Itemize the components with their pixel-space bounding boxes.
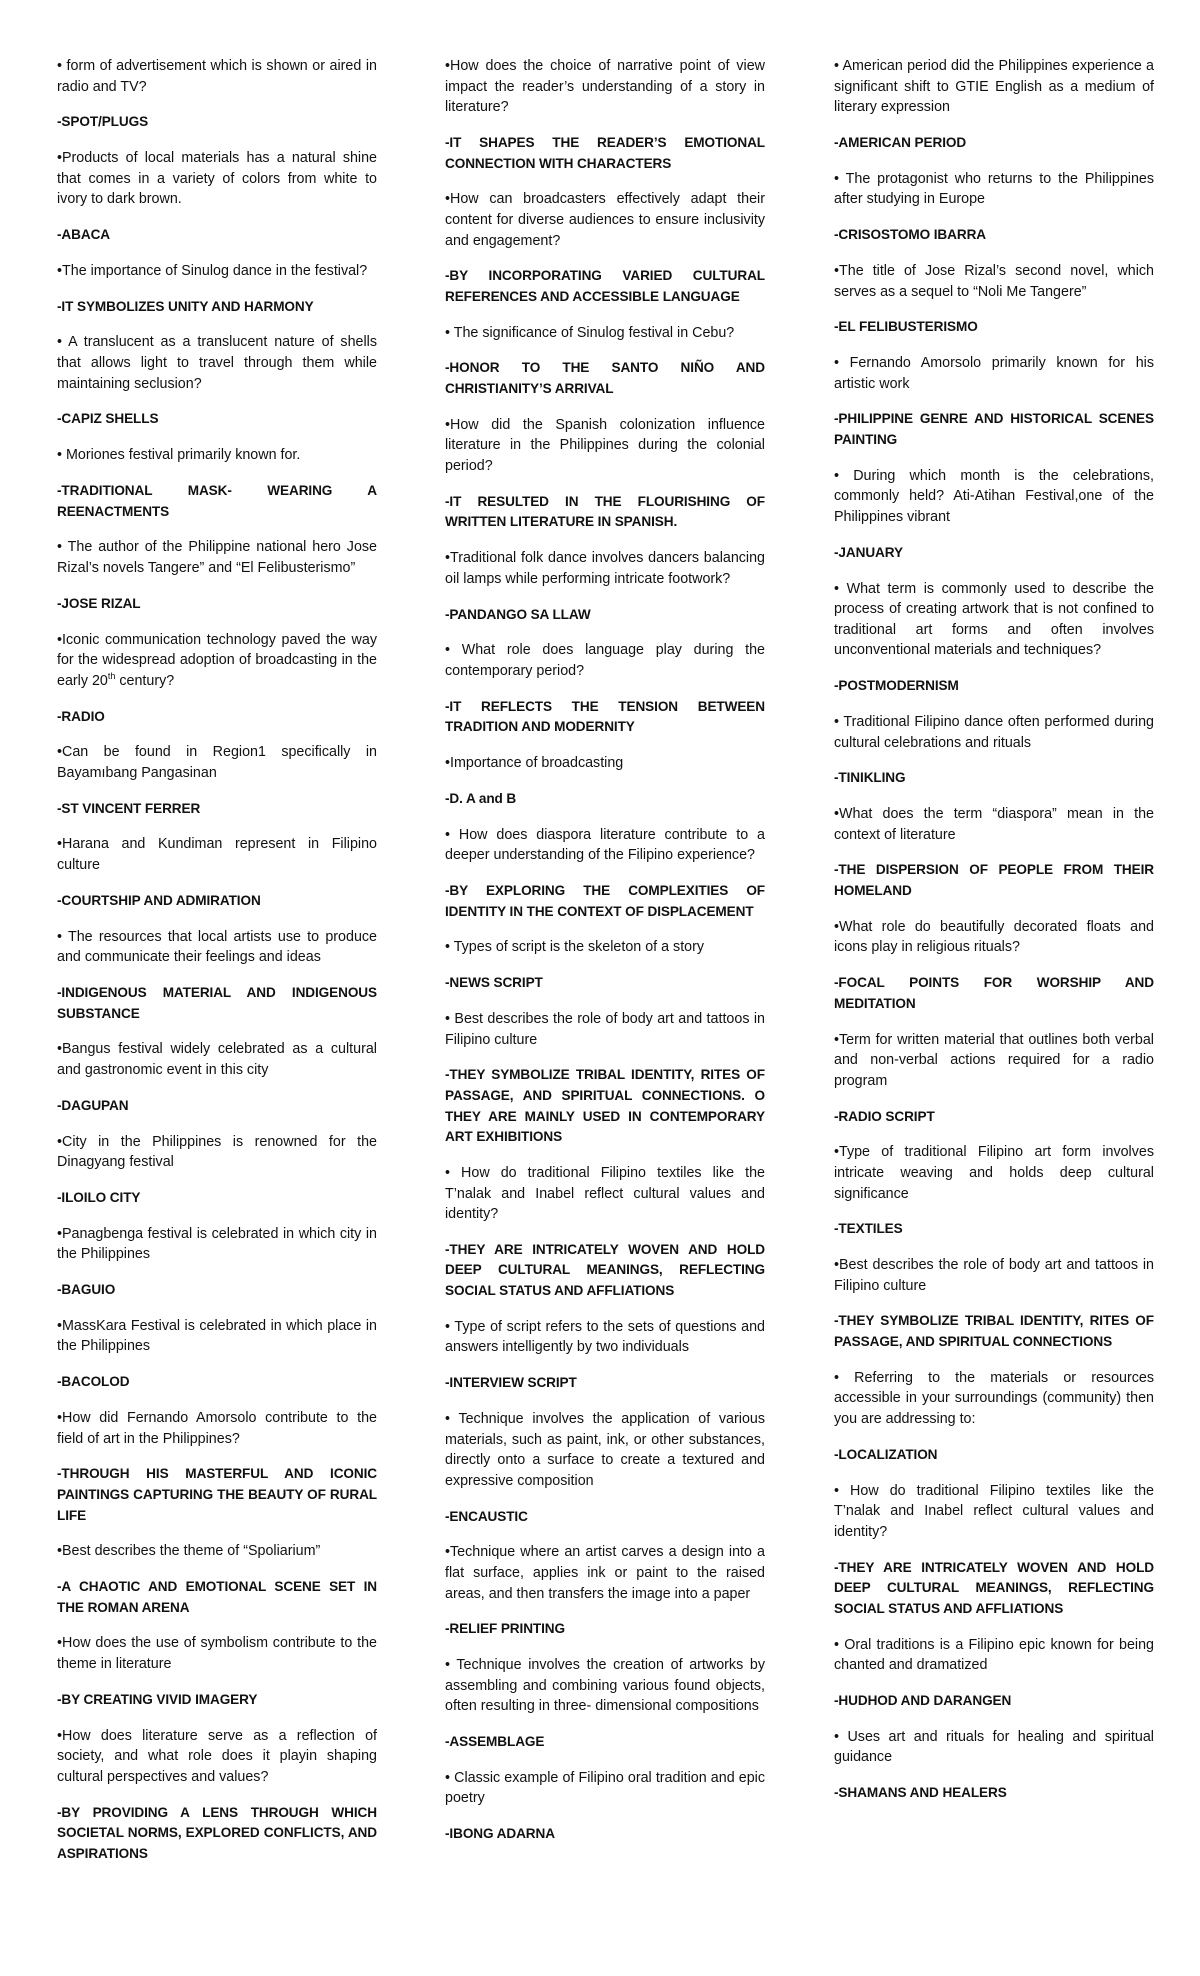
question-text: • What term is commonly used to describe the process of creating artwork that is not confined to traditional art forms and often involves unconventional materials and techniques? xyxy=(834,580,1154,659)
question-text: •How did Fernando Amorsolo contribute to the field of art in the Philippines? xyxy=(57,1409,377,1447)
answer-text: -THEY ARE INTRICATELY WOVEN AND HOLD DEEP CULTURAL MEANINGS, REFLECTING SOCIAL STATUS AND AFFLIATIONS xyxy=(445,1241,765,1299)
question-text: •What role do beautifully decorated floats and icons play in religious rituals? xyxy=(834,918,1154,956)
question-text: • A translucent as a translucent nature of shells that allows light to travel through them while maintaining seclusion? xyxy=(57,334,377,392)
question-text: •Panagbenga festival is celebrated in which city in the Philippines xyxy=(57,1225,377,1263)
answer-text: -IBONG ADARNA xyxy=(445,1826,555,1842)
answer-text: -SHAMANS AND HEALERS xyxy=(834,1785,1007,1801)
question-text: • Traditional Filipino dance often performed during cultural celebrations and rituals xyxy=(834,713,1154,751)
answer-text: -HUDHOD AND DARANGEN xyxy=(834,1692,1012,1708)
question-text: •Harana and Kundiman represent in Filipino culture xyxy=(57,836,377,874)
answer-text: -CRISOSTOMO IBARRA xyxy=(834,227,987,243)
answer-text: -TEXTILES xyxy=(834,1221,903,1237)
question-text: •How can broadcasters effectively adapt their content for diverse audiences to ensure inclusivity and engagement? xyxy=(445,191,765,249)
answer-text: -INTERVIEW SCRIPT xyxy=(445,1375,577,1391)
question-text: • The author of the Philippine national hero Jose Rizal’s novels Tangere” and “El Felibusterismo” xyxy=(57,539,377,576)
question-text: •Term for written material that outlines both verbal and non-verbal actions required for a radio program xyxy=(834,1031,1154,1089)
question-text: •Importance of broadcasting xyxy=(445,755,624,772)
question-text: • Oral traditions is a Filipino epic known for being chanted and dramatized xyxy=(834,1636,1154,1674)
column-1 xyxy=(57,56,377,1880)
question-text: •City in the Philippines is renowned for the Dinagyang festival xyxy=(57,1133,377,1171)
answer-text: -IT SYMBOLIZES UNITY AND HARMONY xyxy=(57,298,314,314)
answer-text: -IT RESULTED IN THE FLOURISHING OF WRITTEN LITERATURE IN SPANISH. xyxy=(445,493,765,530)
answer-text: -RELIEF PRINTING xyxy=(445,1621,565,1637)
answer-text: -AMERICAN PERIOD xyxy=(834,134,967,150)
question-text: • form of advertisement which is shown or aired in radio and TV? xyxy=(57,58,377,95)
question-text: • How do traditional Filipino textiles like the T’nalak and Inabel reflect cultural values and identity? xyxy=(445,1164,765,1223)
question-text: •The importance of Sinulog dance in the festival? xyxy=(57,262,368,279)
question-text: • Best describes the role of body art and tattoos in Filipino culture xyxy=(445,1010,765,1048)
question-text: •How does literature serve as a reflection of society, and what role does it playin shaping cultural perspectives and values? xyxy=(57,1727,377,1785)
question-text: •How did the Spanish colonization influence literature in the Philippines during the colonial period? xyxy=(445,416,765,475)
question-text: • Uses art and rituals for healing and spiritual guidance xyxy=(834,1728,1154,1766)
question-text: • The significance of Sinulog festival in Cebu? xyxy=(445,324,735,341)
answer-text: -JANUARY xyxy=(834,544,903,560)
answer-text: -ILOILO CITY xyxy=(57,1189,141,1205)
answer-text: -RADIO SCRIPT xyxy=(834,1108,935,1124)
answer-text: -THEY ARE INTRICATELY WOVEN AND HOLD DEEP CULTURAL MEANINGS, REFLECTING SOCIAL STATUS AND AFFLIATIONS xyxy=(834,1559,1154,1616)
column-2 xyxy=(445,56,765,1860)
question-text: • Type of script refers to the sets of questions and answers intelligently by two individuals xyxy=(445,1318,765,1356)
question-text: • Types of script is the skeleton of a story xyxy=(445,939,705,956)
answer-text: -ENCAUSTIC xyxy=(445,1508,528,1524)
answer-text: -ABACA xyxy=(57,227,111,243)
question-text: •Products of local materials has a natural shine that comes in a variety of colors from white to ivory to dark brown. xyxy=(57,150,377,208)
answer-text: -SPOT/PLUGS xyxy=(57,114,149,130)
question-text: •MassKara Festival is celebrated in which place in the Philippines xyxy=(57,1317,377,1355)
answer-text: -ST VINCENT FERRER xyxy=(57,800,201,816)
question-text: • Fernando Amorsolo primarily known for his artistic work xyxy=(834,355,1154,392)
question-text: • Technique involves the creation of artworks by assembling and combining various found objects, often resulting in three- dimensional compositions xyxy=(445,1657,765,1715)
question-text: •Traditional folk dance involves dancers balancing oil lamps while performing intricate footwork? xyxy=(445,550,765,587)
question-text: • How does diaspora literature contribute to a deeper understanding of the Filipino experience? xyxy=(445,826,765,864)
question-text: •Bangus festival widely celebrated as a cultural and gastronomic event in this city xyxy=(57,1041,377,1078)
answer-text: -BACOLOD xyxy=(57,1374,130,1390)
answer-text: -LOCALIZATION xyxy=(834,1446,938,1462)
answer-text: -PHILIPPINE GENRE AND HISTORICAL SCENES PAINTING xyxy=(834,411,1154,448)
answer-text: -RADIO xyxy=(57,708,105,724)
answer-text: -BY PROVIDING A LENS THROUGH WHICH SOCIETAL NORMS, EXPLORED CONFLICTS, AND ASPIRATIONS xyxy=(57,1804,377,1861)
question-text: • What role does language play during the contemporary period? xyxy=(445,642,765,679)
answer-text: -BY EXPLORING THE COMPLEXITIES OF IDENTITY IN THE CONTEXT OF DISPLACEMENT xyxy=(445,883,765,919)
answer-text: -HONOR TO THE SANTO NIÑO AND CHRISTIANITY’S ARRIVAL xyxy=(445,360,765,397)
question-text: • Moriones festival primarily known for. xyxy=(57,447,301,464)
question-text: • Referring to the materials or resources accessible in your surroundings (community) then you are addressing to: xyxy=(834,1369,1154,1427)
question-text: •The title of Jose Rizal’s second novel, which serves as a sequel to “Noli Me Tangere” xyxy=(834,262,1154,300)
answer-text: -TINIKLING xyxy=(834,770,906,786)
answer-text: -CAPIZ SHELLS xyxy=(57,411,159,427)
question-text: • How do traditional Filipino textiles like the T’nalak and Inabel reflect cultural values and identity? xyxy=(834,1482,1154,1540)
question-text: • Classic example of Filipino oral tradition and epic poetry xyxy=(445,1769,765,1807)
answer-text: -THEY SYMBOLIZE TRIBAL IDENTITY, RITES OF PASSAGE, AND SPIRITUAL CONNECTIONS xyxy=(834,1313,1154,1350)
answer-text: -FOCAL POINTS FOR WORSHIP AND MEDITATION xyxy=(834,975,1154,1011)
question-text: •How does the choice of narrative point of view impact the reader’s understanding of a story in literature? xyxy=(445,58,765,116)
answer-text: -THROUGH HIS MASTERFUL AND ICONIC PAINTINGS CAPTURING THE BEAUTY OF RURAL LIFE xyxy=(57,1466,377,1523)
answer-text: -TRADITIONAL MASK- WEARING A REENACTMENTS xyxy=(57,483,377,519)
question-text: •Iconic communication technology paved the way for the widespread adoption of broadcasting in the early 20th century? xyxy=(57,631,377,689)
answer-text: -THEY SYMBOLIZE TRIBAL IDENTITY, RITES OF PASSAGE, AND SPIRITUAL CONNECTIONS. O THEY ARE MAINLY USED IN CONTEMPORARY ART EXHIBITIONS xyxy=(445,1067,765,1145)
question-text: •How does the use of symbolism contribute to the theme in literature xyxy=(57,1635,377,1673)
question-text: • Technique involves the application of various materials, such as paint, ink, or other substances, directly onto a surface to create a textured and expressive composition xyxy=(445,1411,765,1489)
question-text: • The protagonist who returns to the Philippines after studying in Europe xyxy=(834,170,1154,208)
question-text: • The resources that local artists use to produce and communicate their feelings and ideas xyxy=(57,928,377,966)
question-text: •Type of traditional Filipino art form involves intricate weaving and holds deep cultural significance xyxy=(834,1144,1154,1202)
answer-text: -IT REFLECTS THE TENSION BETWEEN TRADITION AND MODERNITY xyxy=(445,698,765,735)
question-text: •Can be found in Region1 specifically in Bayamıbang Pangasinan xyxy=(57,744,377,781)
question-text: • American period did the Philippines experience a significant shift to GTIE English as a medium of literary expression xyxy=(834,58,1154,116)
answer-text: -D. A and B xyxy=(445,790,517,806)
question-text: •Best describes the role of body art and tattoos in Filipino culture xyxy=(834,1257,1154,1294)
answer-text: -BAGUIO xyxy=(57,1282,116,1298)
question-text: •What does the term “diaspora” mean in the context of literature xyxy=(834,806,1154,843)
answer-text: -POSTMODERNISM xyxy=(834,678,959,694)
answer-text: -EL FELIBUSTERISMO xyxy=(834,319,978,335)
answer-text: -INDIGENOUS MATERIAL AND INDIGENOUS SUBSTANCE xyxy=(57,984,377,1021)
answer-text: -A CHAOTIC AND EMOTIONAL SCENE SET IN THE ROMAN ARENA xyxy=(57,1579,377,1615)
answer-text: -NEWS SCRIPT xyxy=(445,975,543,991)
answer-text: -IT SHAPES THE READER’S EMOTIONAL CONNECTION WITH CHARACTERS xyxy=(445,134,765,171)
answer-text: -BY INCORPORATING VARIED CULTURAL REFERENCES AND ACCESSIBLE LANGUAGE xyxy=(445,268,765,304)
answer-text: -PANDANGO SA LLAW xyxy=(445,606,591,622)
question-text: •Technique where an artist carves a design into a flat surface, applies ink or paint to the raised areas, and then transfers the image into a paper xyxy=(445,1544,765,1602)
answer-text: -COURTSHIP AND ADMIRATION xyxy=(57,892,261,908)
answer-text: -THE DISPERSION OF PEOPLE FROM THEIR HOMELAND xyxy=(834,862,1154,899)
answer-text: -ASSEMBLAGE xyxy=(445,1734,545,1750)
answer-text: -BY CREATING VIVID IMAGERY xyxy=(57,1691,258,1707)
answer-text: -JOSE RIZAL xyxy=(57,595,141,611)
question-text: • During which month is the celebrations, commonly held? Ati-Atihan Festival,one of the Philippines vibrant xyxy=(834,467,1154,525)
column-3 xyxy=(834,56,1154,1819)
question-text: •Best describes the theme of “Spoliarium” xyxy=(57,1543,321,1560)
answer-text: -DAGUPAN xyxy=(57,1097,129,1113)
